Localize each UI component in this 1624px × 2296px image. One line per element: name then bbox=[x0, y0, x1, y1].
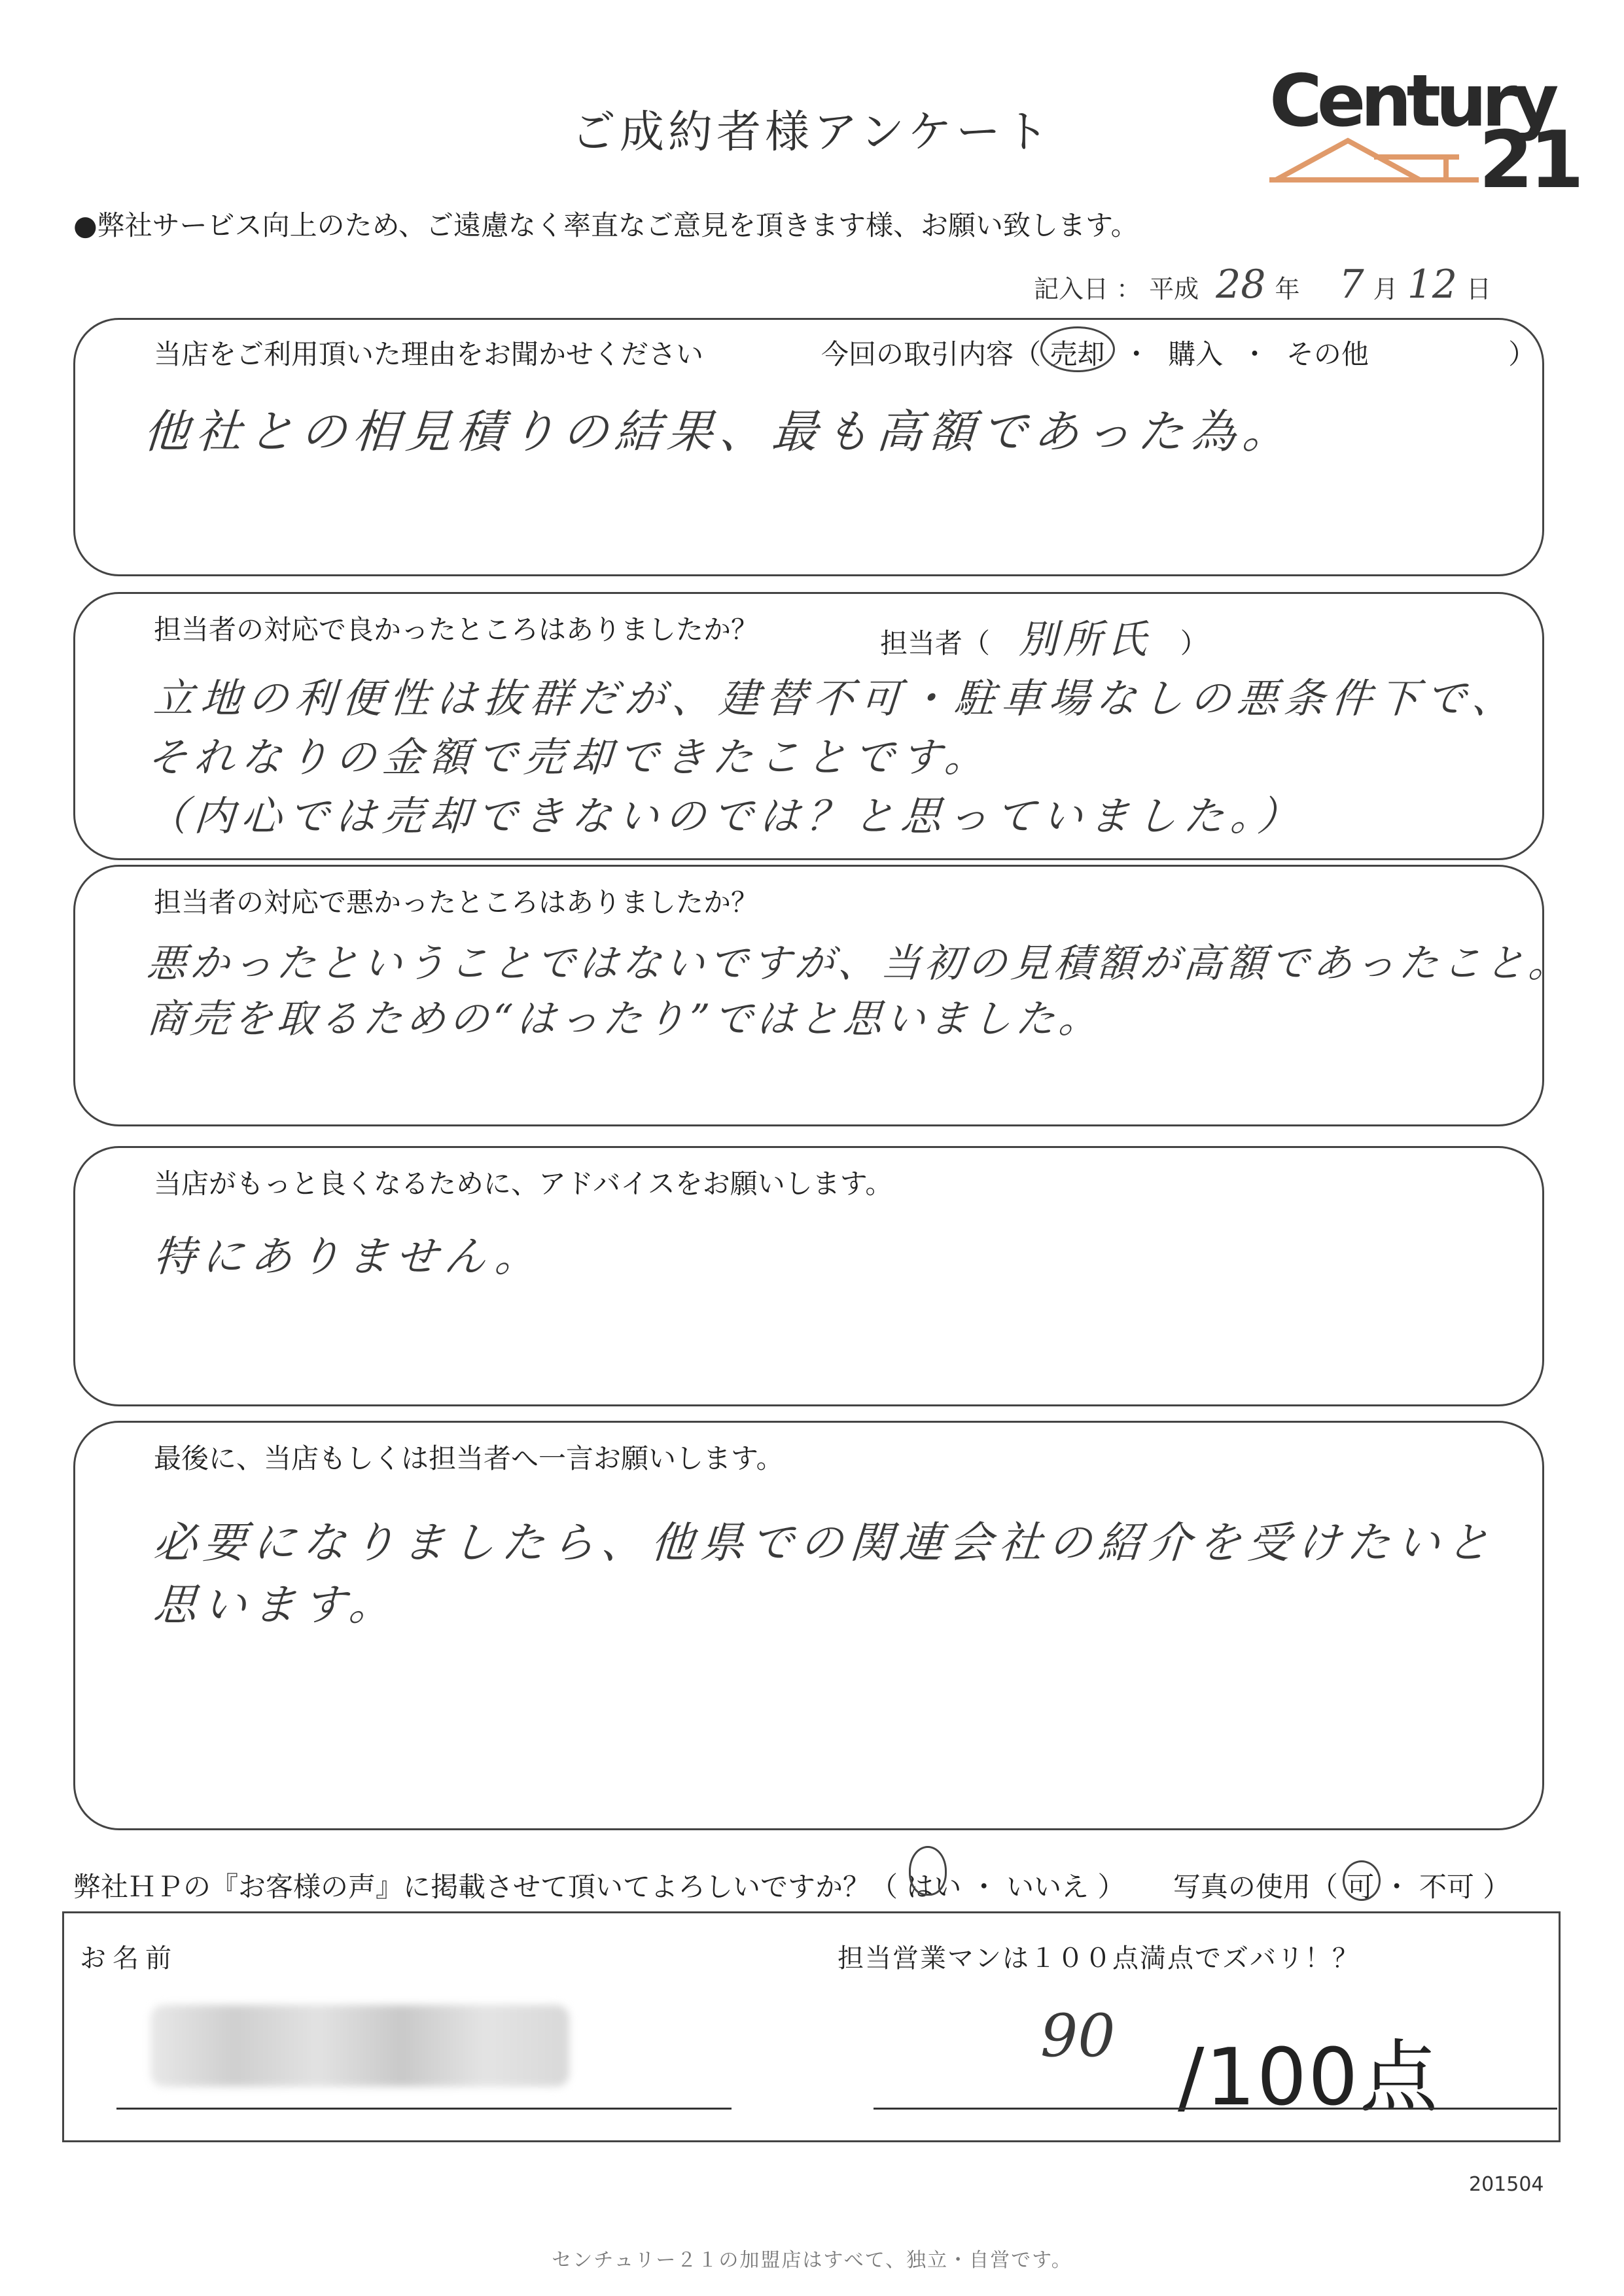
name-label: お名前 bbox=[80, 1943, 178, 1974]
q5-question: 最後に、当店もしくは担当者へ一言お願いします。 bbox=[154, 1442, 784, 1474]
intro-text: ●弊社サービス向上のため、ご遠慮なく率直なご意見を頂きます様、お願い致します。 bbox=[73, 209, 1139, 241]
q2-staff bbox=[880, 608, 1208, 665]
option-buy[interactable]: 購入 bbox=[1168, 338, 1224, 370]
date-month[interactable]: 7 bbox=[1339, 262, 1364, 307]
close-paren: ） bbox=[1097, 1871, 1125, 1903]
photo-ok-label: 可 bbox=[1347, 1871, 1375, 1903]
date-day-unit: 日 bbox=[1466, 275, 1492, 304]
publish-question-text: 弊社ＨＰの『お客様の声』に掲載させて頂いてよろしいですか？（ bbox=[73, 1871, 898, 1903]
separator: ・ bbox=[1383, 1871, 1411, 1903]
century21-logo bbox=[1269, 59, 1580, 206]
selected-circle-icon bbox=[1040, 326, 1115, 372]
q5-box bbox=[73, 1421, 1544, 1830]
date-era: 平成 bbox=[1149, 275, 1199, 304]
footer-note: センチュリー２１の加盟店はすべて、独立・自営です。 bbox=[552, 2249, 1072, 2272]
q2-answer-line[interactable]: 立地の利便性は抜群だが、建替不可・駐車場なしの悪条件下で、 bbox=[152, 674, 1521, 722]
q1-box bbox=[73, 318, 1544, 576]
q3-box bbox=[73, 865, 1574, 1126]
q4-question: 当店がもっと良くなるために、アドバイスをお願いします。 bbox=[154, 1168, 893, 1200]
logo-word: Century bbox=[1269, 59, 1554, 143]
q5-answer-line[interactable]: 思います。 bbox=[151, 1580, 401, 1630]
name-underline bbox=[116, 2108, 732, 2110]
score-underline bbox=[874, 2108, 1557, 2110]
score-value[interactable]: 90 bbox=[1040, 2002, 1116, 2070]
q1-answer-line[interactable]: 他社との相見積りの結果、最も高額であった為。 bbox=[141, 405, 1297, 459]
photo-label: 写真の使用（ bbox=[1173, 1871, 1338, 1903]
q2-answer-line[interactable]: それなりの金額で売却できたことです。 bbox=[145, 733, 994, 781]
date-year-unit: 年 bbox=[1275, 275, 1300, 304]
close-paren: ） bbox=[1180, 627, 1208, 659]
separator: ・ bbox=[1122, 338, 1150, 370]
date-year[interactable]: 28 bbox=[1216, 262, 1266, 307]
photo-ng[interactable]: 不可 bbox=[1419, 1871, 1475, 1903]
publish-yes-label: はい bbox=[906, 1871, 962, 1903]
separator: ・ bbox=[1241, 338, 1269, 370]
selected-circle-icon bbox=[1343, 1860, 1381, 1901]
photo-ok[interactable] bbox=[1347, 1866, 1374, 1905]
option-other[interactable]: その他 bbox=[1286, 338, 1369, 370]
q4-answer-line[interactable]: 特にありません。 bbox=[151, 1233, 546, 1281]
staff-name[interactable]: 別所氏 bbox=[1018, 617, 1152, 663]
close-paren: ） bbox=[1483, 1871, 1511, 1903]
option-sell[interactable] bbox=[1050, 333, 1104, 372]
publish-yes[interactable] bbox=[906, 1866, 961, 1905]
staff-label: 担当者（ bbox=[880, 627, 991, 659]
score-max: /100点 bbox=[1178, 2032, 1439, 2123]
redacted-name bbox=[150, 2005, 569, 2087]
q2-answer-line[interactable]: （内心では売却できないのでは？と思っていました。） bbox=[145, 792, 1307, 840]
date-label: 記入日 ： bbox=[1034, 275, 1142, 304]
q1-question: 当店をご利用頂いた理由をお聞かせください bbox=[154, 338, 704, 370]
q1-transaction bbox=[821, 333, 1536, 372]
date-month-unit: 月 bbox=[1373, 275, 1398, 304]
close-paren: ） bbox=[1508, 338, 1536, 370]
q2-question: 担当者の対応で良かったところはありましたか？ bbox=[154, 614, 759, 646]
page-title: ご成約者様アンケート bbox=[571, 107, 1053, 158]
selected-circle-icon bbox=[909, 1846, 947, 1896]
entry-date bbox=[1034, 262, 1491, 307]
date-day[interactable]: 12 bbox=[1407, 262, 1458, 307]
form-code: 201504 bbox=[1469, 2173, 1544, 2196]
transaction-label: 今回の取引内容（ bbox=[821, 338, 1042, 370]
option-sell-label: 売却 bbox=[1050, 338, 1105, 370]
publish-question bbox=[73, 1866, 1510, 1905]
logo-number: 21 bbox=[1479, 115, 1580, 206]
q3-question: 担当者の対応で悪かったところはありましたか？ bbox=[154, 886, 759, 918]
q2-box bbox=[73, 592, 1544, 860]
q3-answer-line[interactable]: 商売を取るための“はったり”ではと思いました。 bbox=[145, 996, 1104, 1042]
separator: ・ bbox=[970, 1871, 998, 1903]
score-question: 担当営業マンは１００点満点でズバリ！？ bbox=[838, 1943, 1360, 1974]
publish-no[interactable]: いいえ bbox=[1006, 1871, 1089, 1903]
q5-answer-line[interactable]: 必要になりましたら、他県での関連会社の紹介を受けたいと bbox=[151, 1518, 1498, 1568]
q4-box bbox=[73, 1146, 1544, 1406]
q3-answer-line[interactable]: 悪かったということではないですが、当初の見積額が高額であったこと。 bbox=[145, 941, 1574, 986]
